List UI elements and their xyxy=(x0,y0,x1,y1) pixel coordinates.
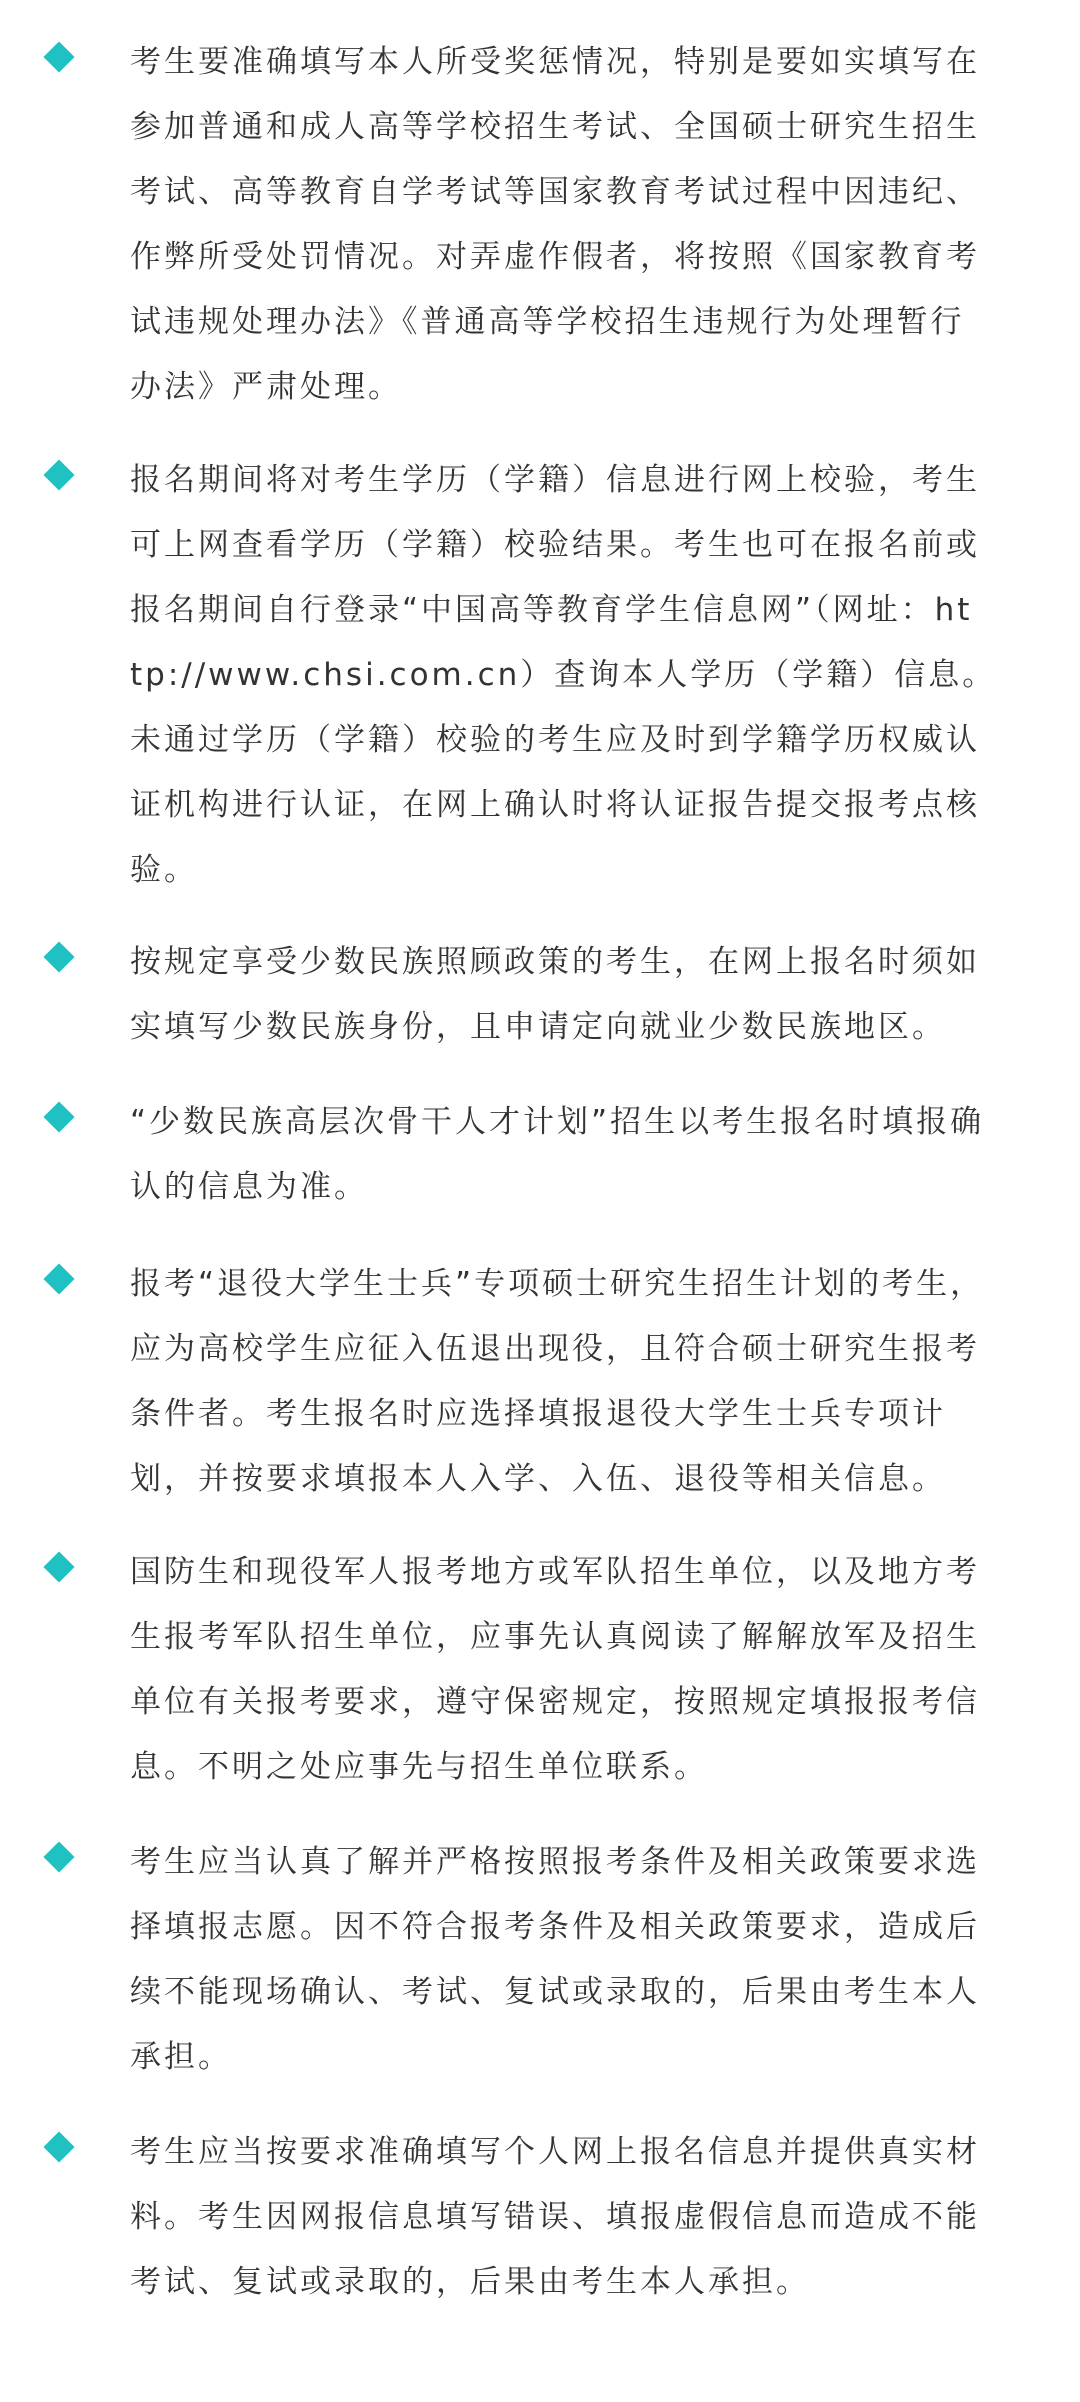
diamond-bullet-icon xyxy=(43,1551,74,1582)
diamond-bullet-icon xyxy=(43,41,74,72)
diamond-bullet-icon xyxy=(43,1263,74,1294)
diamond-bullet-icon xyxy=(43,1101,74,1132)
list-item-text: 按规定享受少数民族照顾政策的考生，在网上报名时须如 实填写少数民族身份，且申请定向就业少数民族地区。 xyxy=(130,944,980,1045)
diamond-bullet-icon xyxy=(43,459,74,490)
list-item-text: 报考“退役大学生士兵”专项硕士研究生招生计划的考生， 应为高校学生应征入伍退出现役，且符合硕士研究生报考 条件者。考生报名时应选择填报退役大学生士兵专项计 划，并按要求填报本人入学、入伍、退役等相关信息。 xyxy=(130,1266,985,1497)
list-item-text: 报名期间将对考生学历（学籍）信息进行网上校验，考生 可上网查看学历（学籍）校验结果。考生也可在报名前或 报名期间自行登录“中国高等教育学生信息网”（网址：ht tp://www.chsi.com.cn）查询本人学历（学籍）信息。 未通过学历（学籍）校验的考生应及时到学籍学历权威认 证机构进行认证，在网上确认时将认证报告提交报考点核 验。 xyxy=(130,462,997,888)
list-item-text: 考生要准确填写本人所受奖惩情况，特别是要如实填写在 参加普通和成人高等学校招生考试、全国硕士研究生招生 考试、高等教育自学考试等国家教育考试过程中因违纪、 作弊所受处罚情况。对弄虚作假者，将按照《国家教育考 试违规处理办法》《普通高等学校招生违规行为处理暂行 办法》严肃处理。 xyxy=(130,44,980,405)
list-item-text: “少数民族高层次骨干人才计划”招生以考生报名时填报确 认的信息为准。 xyxy=(130,1104,985,1205)
list-item-text: 国防生和现役军人报考地方或军队招生单位，以及地方考 生报考军队招生单位，应事先认真阅读了解解放军及招生 单位有关报考要求，遵守保密规定，按照规定填报报考信 息。不明之处应事先与招生单位联系。 xyxy=(130,1554,980,1785)
list-item-text: 考生应当认真了解并严格按照报考条件及相关政策要求选 择填报志愿。因不符合报考条件及相关政策要求，造成后 续不能现场确认、考试、复试或录取的，后果由考生本人 承担。 xyxy=(130,1844,980,2075)
diamond-bullet-icon xyxy=(43,2131,74,2162)
diamond-bullet-icon xyxy=(43,1841,74,1872)
list-item-text: 考生应当按要求准确填写个人网上报名信息并提供真实材 料。考生因网报信息填写错误、填报虚假信息而造成不能 考试、复试或录取的，后果由考生本人承担。 xyxy=(130,2134,980,2300)
diamond-bullet-icon xyxy=(43,941,74,972)
